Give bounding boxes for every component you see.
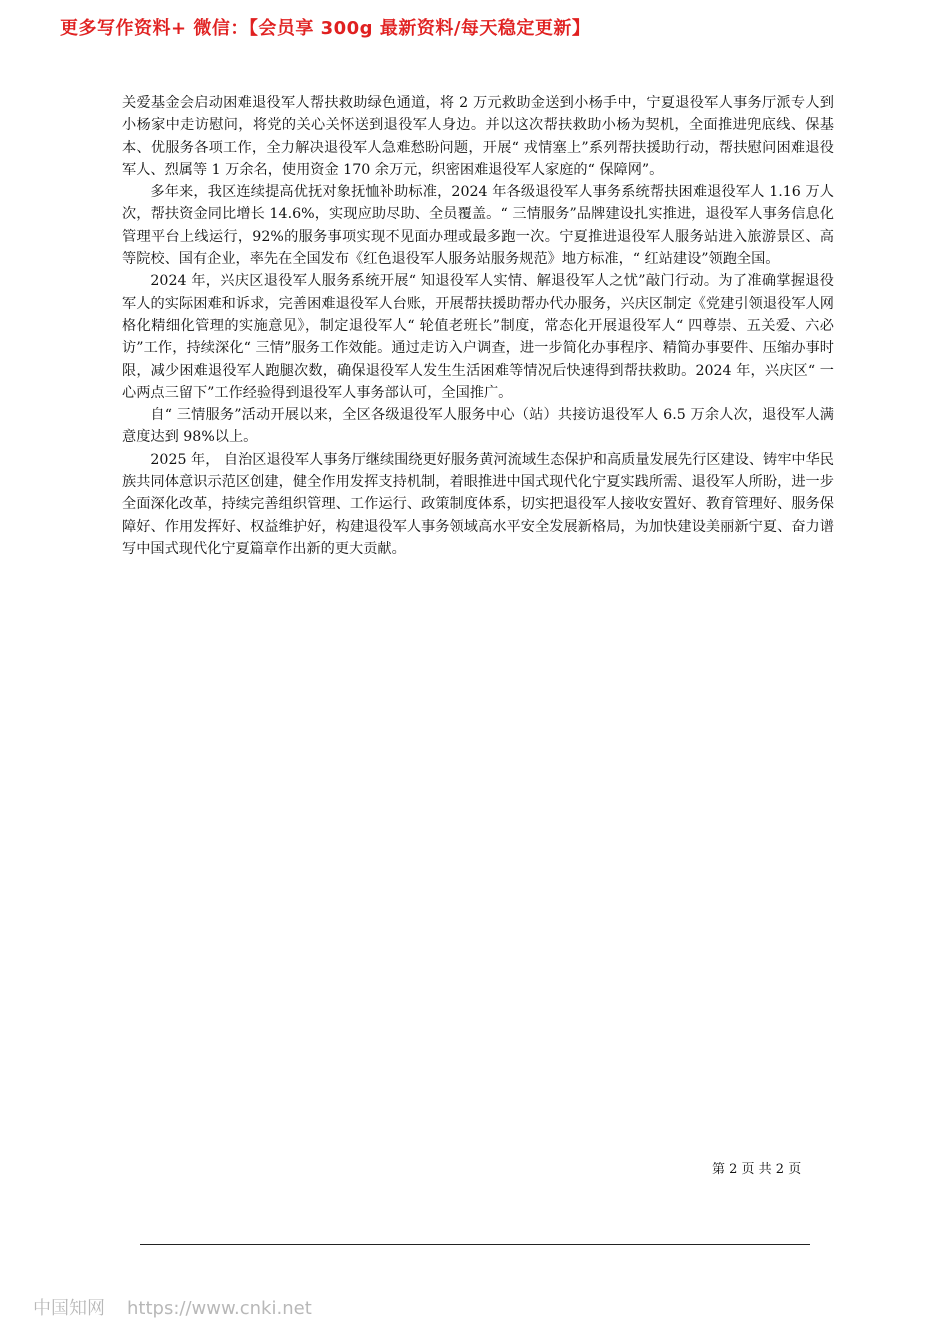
document-body: [122, 92, 834, 560]
promo-banner: 更多写作资料+ 微信：【会员享 300g 最新资料/每天稳定更新】: [60, 18, 591, 39]
source-watermark: [33, 1294, 312, 1320]
paragraph-2: 多年来，我区连续提高优抚对象抚恤补助标准，2024 年各级退役军人事务系统帮扶困难退役军人 1.16 万人次，帮扶资金同比增长 14.6%，实现应助尽助、全员覆盖。“ 三情服务”品牌建设扎实推进，退役军人事务信息化管理平台上线运行，92%的服务事项实现不见面办理或最多跑一次。宁夏推进退役军人服务站进入旅游景区、高等院校、国有企业，率先在全国发布《红色退役军人服务站服务规范》地方标准，“ 红站建设”领跑全国。: [122, 184, 834, 268]
watermark-url: https://www.cnki.net: [127, 1298, 312, 1319]
paragraph-1: 关爱基金会启动困难退役军人帮扶救助绿色通道，将 2 万元救助金送到小杨手中，宁夏退役军人事务厅派专人到小杨家中走访慰问，将党的关心关怀送到退役军人身边。并以这次帮扶救助小杨为契机，全面推进兜底线、保基本、优服务各项工作，全力解决退役军人急难愁盼问题，开展“ 戎情塞上”系列帮扶援助行动，帮扶慰问困难退役军人、烈属等 1 万余名，使用资金 170 余万元，织密困难退役军人家庭的“ 保障网”。: [122, 95, 834, 178]
paragraph-5: 2025 年， 自治区退役军人事务厅继续围绕更好服务黄河流域生态保护和高质量发展先行区建设、铸牢中华民族共同体意识示范区创建，健全作用发挥支持机制，着眼推进中国式现代化宁夏实践所需、退役军人所盼，进一步全面深化改革，持续完善组织管理、工作运行、政策制度体系，切实把退役军人接收安置好、教育管理好、服务保障好、作用发挥好、权益维护好，构建退役军人事务领域高水平安全发展新格局，为加快建设美丽新宁夏、奋力谱写中国式现代化宁夏篇章作出新的更大贡献。: [122, 451, 834, 557]
paragraph-4: 自“ 三情服务”活动开展以来，全区各级退役军人服务中心（站）共接访退役军人 6.5 万余人次，退役军人满意度达到 98%以上。: [122, 407, 834, 446]
watermark-brand: 中国知网: [33, 1298, 105, 1319]
page-number: 第 2 页 共 2 页: [712, 1162, 802, 1177]
paragraph-3: 2024 年，兴庆区退役军人服务系统开展“ 知退役军人实情、解退役军人之忧”敲门行动。为了准确掌握退役军人的实际困难和诉求，完善困难退役军人台账，开展帮扶援助帮办代办服务，兴庆区制定《党建引领退役军人网格化精细化管理的实施意见》，制定退役军人“ 轮值老班长”制度，常态化开展退役军人“ 四尊崇、五关爱、六必访”工作，持续深化“ 三情”服务工作效能。通过走访入户调查，进一步简化办事程序、精简办事要件、压缩办事时限，减少困难退役军人跑腿次数，确保退役军人发生生活困难等情况后快速得到帮扶救助。2024 年，兴庆区“ 一心两点三留下”工作经验得到退役军人事务部认可，全国推广。: [122, 273, 834, 401]
footer-divider: [140, 1244, 810, 1245]
